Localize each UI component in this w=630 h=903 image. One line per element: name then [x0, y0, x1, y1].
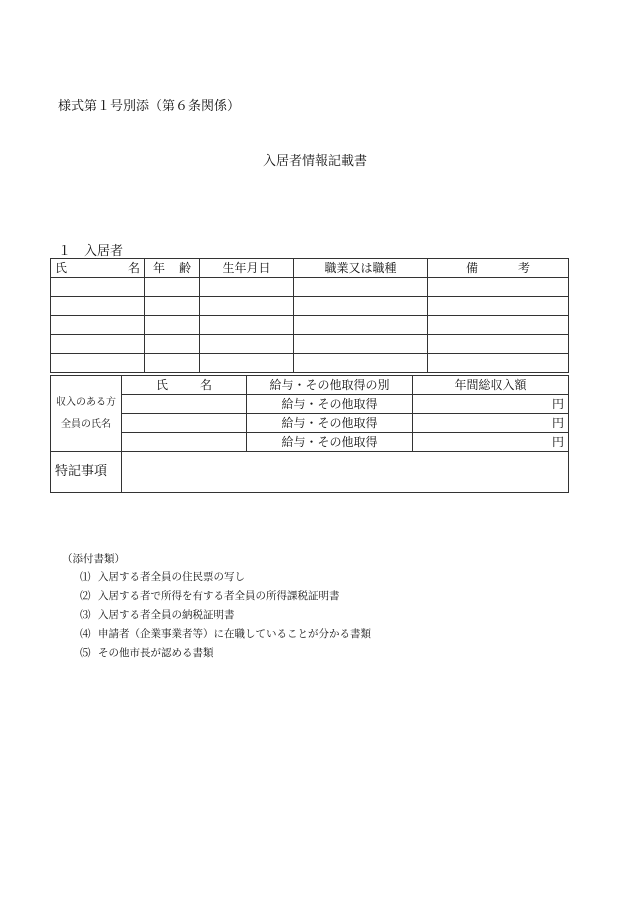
resident-occupation-cell[interactable]: [294, 278, 428, 297]
resident-occupation-cell[interactable]: [294, 297, 428, 316]
list-item: ⑷ 申請者（企業事業者等）に在職していることが分かる書類: [80, 628, 371, 640]
resident-occupation-cell[interactable]: [294, 316, 428, 335]
list-item: ⑵ 入居する者で所得を有する者全員の所得課税証明書: [80, 590, 340, 602]
special-notes-field[interactable]: [122, 452, 569, 493]
special-notes-row: [51, 452, 569, 493]
resident-remarks-cell[interactable]: [428, 335, 569, 354]
resident-remarks-cell[interactable]: [428, 297, 569, 316]
income-type-cell: 給与・その他取得: [247, 433, 413, 452]
income-type-cell: 給与・その他取得: [247, 395, 413, 414]
resident-header-row: [51, 259, 569, 278]
table-row: [51, 335, 569, 354]
resident-remarks-cell[interactable]: [428, 354, 569, 373]
table-row: [51, 395, 569, 414]
resident-remarks-cell[interactable]: [428, 278, 569, 297]
resident-age-cell[interactable]: [145, 297, 200, 316]
header-age: 年 齢: [145, 259, 200, 278]
list-item: ⑴ 入居する者全員の住民票の写し: [80, 571, 245, 583]
income-side-label-line2: 全員の氏名: [61, 418, 111, 430]
table-row: [51, 354, 569, 373]
resident-age-cell[interactable]: [145, 354, 200, 373]
resident-age-cell[interactable]: [145, 335, 200, 354]
table-row: [51, 414, 569, 433]
resident-dob-cell[interactable]: [200, 278, 294, 297]
resident-age-cell[interactable]: [145, 316, 200, 335]
resident-name-cell[interactable]: [51, 316, 145, 335]
header-occupation: 職業又は職種: [294, 259, 428, 278]
resident-table: [50, 258, 569, 373]
list-item: ⑸ その他市長が認める書類: [80, 647, 214, 659]
resident-dob-cell[interactable]: [200, 335, 294, 354]
resident-dob-cell[interactable]: [200, 316, 294, 335]
income-header-name: 氏 名: [122, 376, 247, 395]
resident-name-cell[interactable]: [51, 335, 145, 354]
special-notes-label: 特記事項: [51, 452, 122, 493]
income-amount-cell[interactable]: 円: [413, 414, 569, 433]
section-heading-residents: １ 入居者: [58, 244, 124, 259]
income-header-row: [51, 376, 569, 395]
list-item: ⑶ 入居する者全員の納税証明書: [80, 609, 235, 621]
header-dob: 生年月日: [200, 259, 294, 278]
special-notes-table: [50, 451, 569, 493]
attachments-list: [80, 568, 371, 663]
income-side-label: [51, 376, 122, 452]
income-amount-cell[interactable]: 円: [413, 433, 569, 452]
income-name-cell[interactable]: [122, 395, 247, 414]
table-row: [51, 278, 569, 297]
resident-age-cell[interactable]: [145, 278, 200, 297]
header-remarks: 備 考: [428, 259, 569, 278]
attachments-heading: （添付書類）: [62, 553, 125, 565]
income-name-cell[interactable]: [122, 414, 247, 433]
resident-occupation-cell[interactable]: [294, 354, 428, 373]
resident-name-cell[interactable]: [51, 297, 145, 316]
income-amount-cell[interactable]: 円: [413, 395, 569, 414]
income-header-annual: 年間総収入額: [413, 376, 569, 395]
resident-dob-cell[interactable]: [200, 354, 294, 373]
income-type-cell: 給与・その他取得: [247, 414, 413, 433]
income-side-label-line1: 収入のある方: [56, 396, 116, 408]
resident-dob-cell[interactable]: [200, 297, 294, 316]
form-label: 様式第１号別添（第６条関係）: [58, 99, 241, 114]
resident-name-cell[interactable]: [51, 278, 145, 297]
income-header-type: 給与・その他取得の別: [247, 376, 413, 395]
resident-occupation-cell[interactable]: [294, 335, 428, 354]
table-row: [51, 433, 569, 452]
income-table: [50, 375, 569, 452]
header-name: 氏 名: [51, 259, 145, 278]
resident-remarks-cell[interactable]: [428, 316, 569, 335]
resident-name-cell[interactable]: [51, 354, 145, 373]
table-row: [51, 297, 569, 316]
income-name-cell[interactable]: [122, 433, 247, 452]
document-title: 入居者情報記載書: [262, 154, 367, 169]
table-row: [51, 316, 569, 335]
